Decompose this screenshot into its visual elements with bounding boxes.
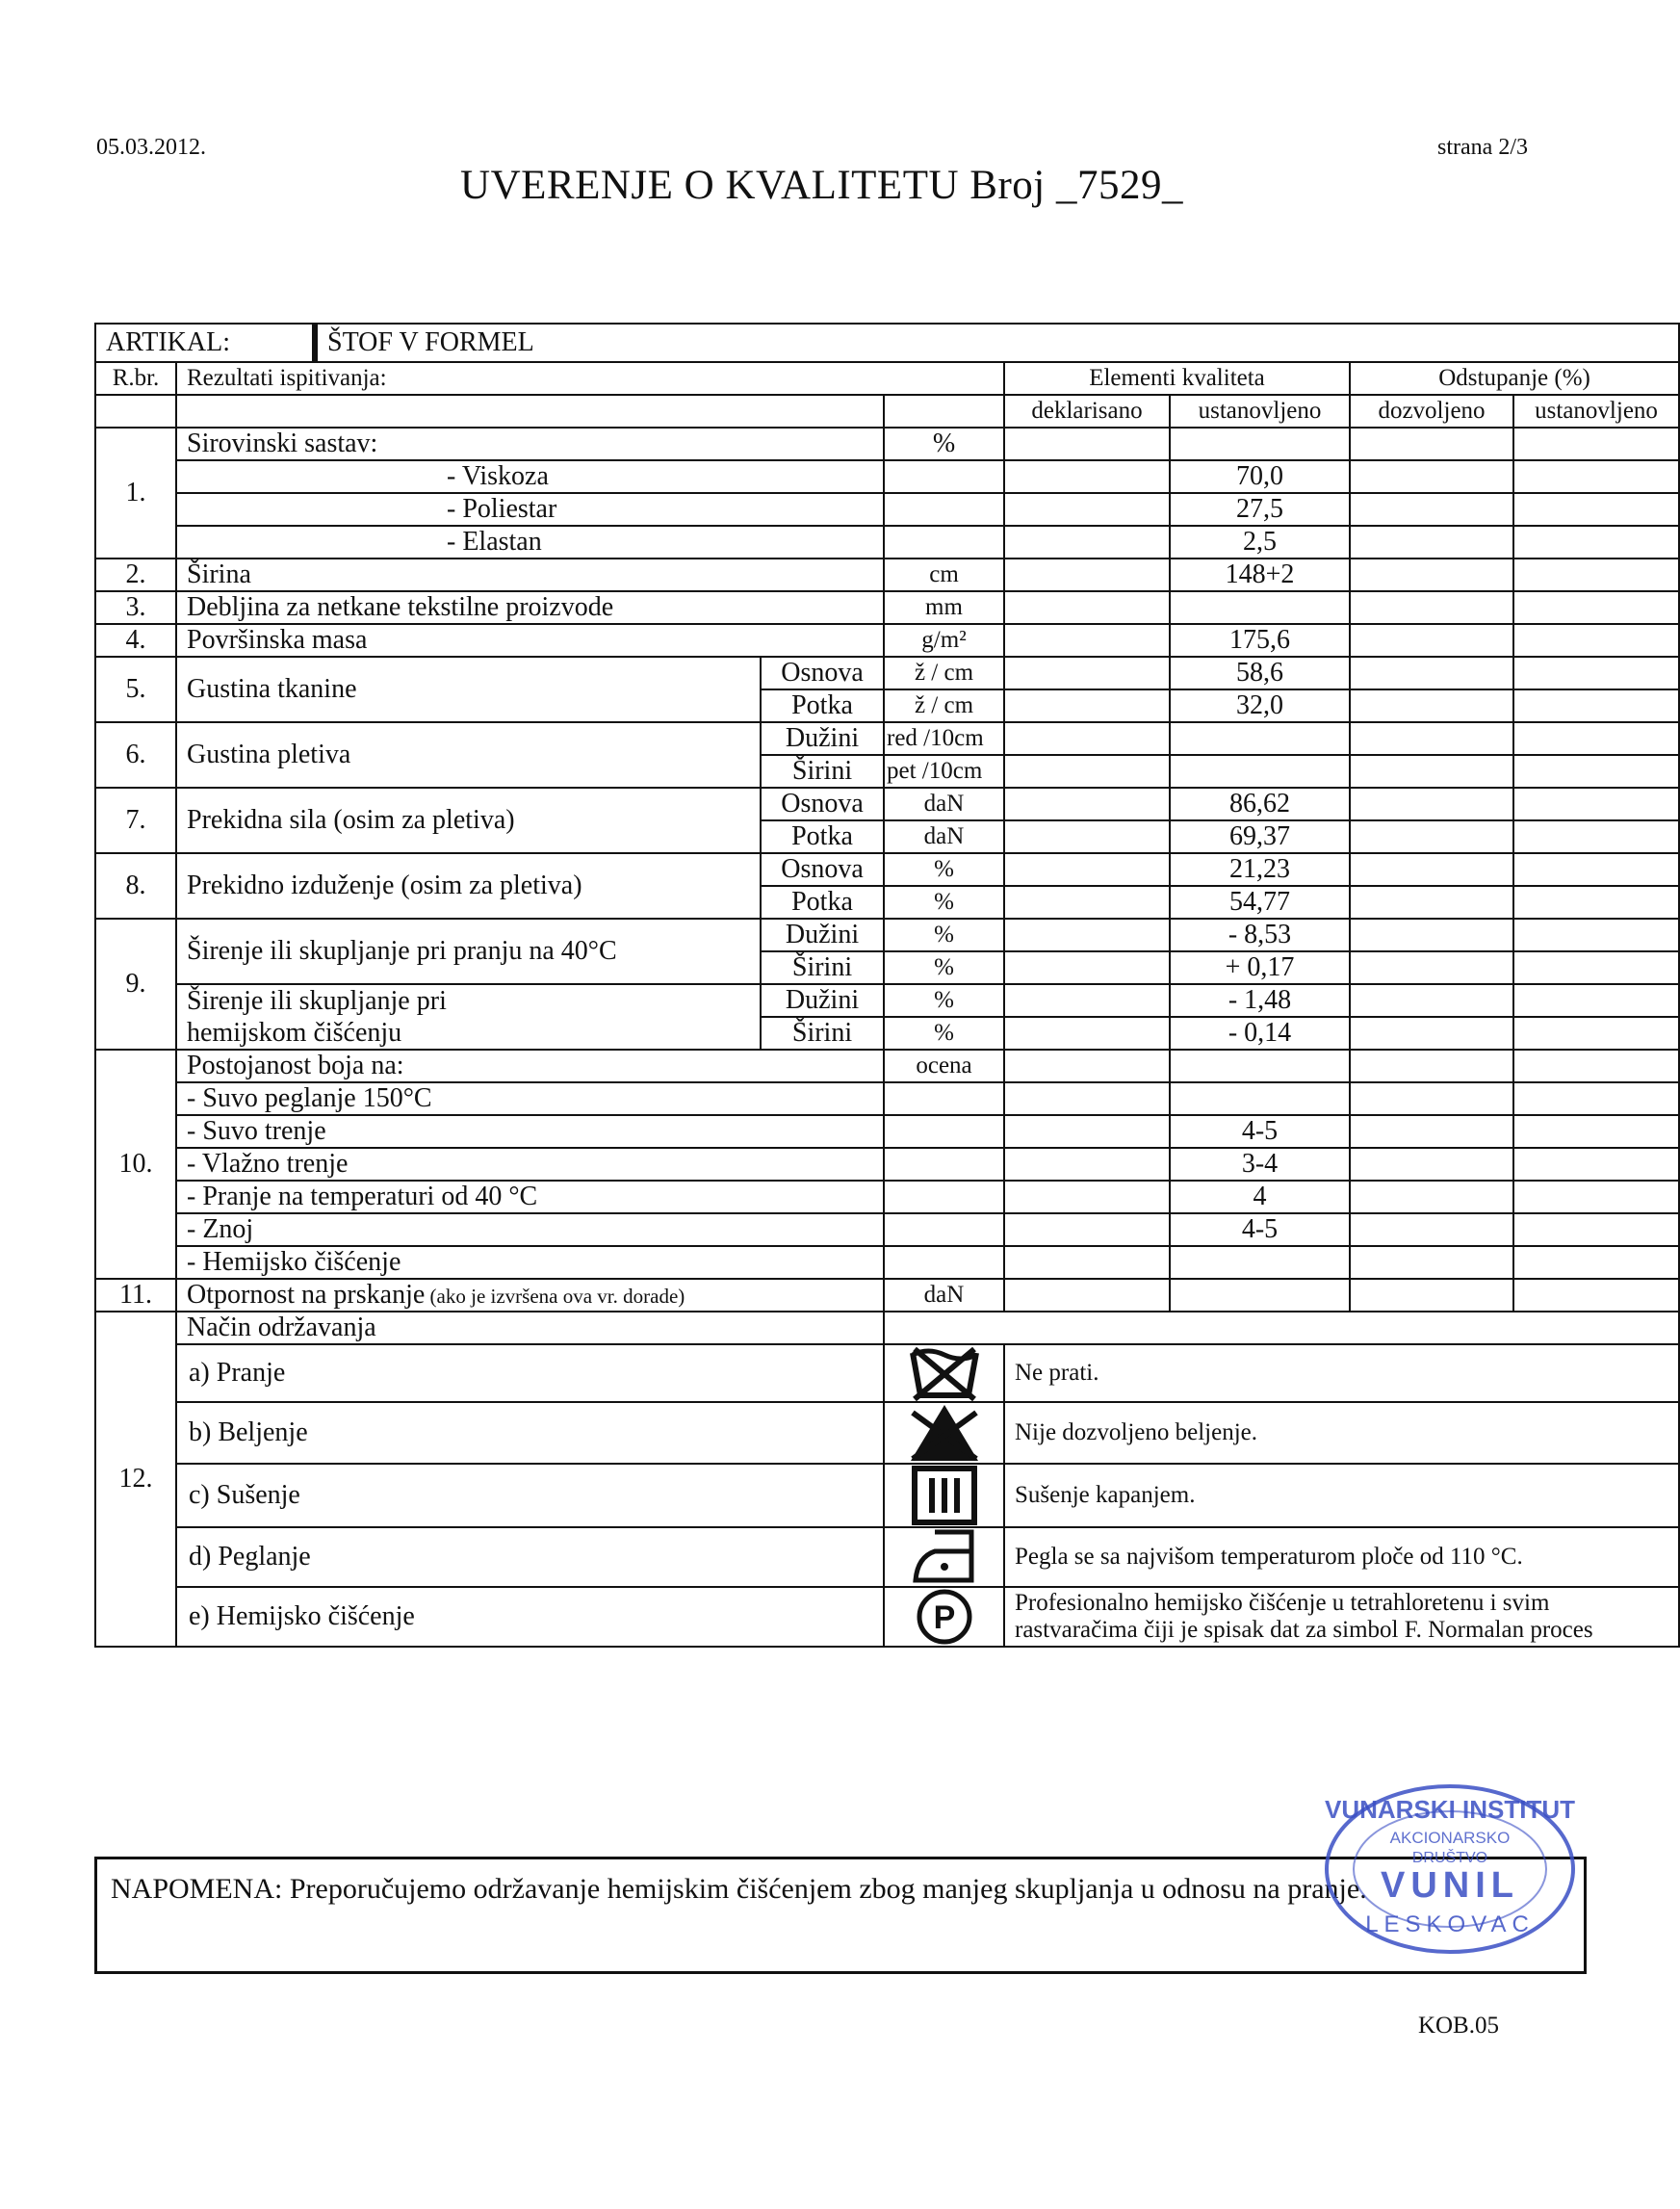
dry-clean-p-icon (916, 1588, 973, 1646)
table-row (95, 722, 1679, 755)
table-row (95, 493, 1679, 526)
material-value: 2,5 (1170, 526, 1350, 559)
row-value: 175,6 (1170, 624, 1350, 657)
sub-direction: Osnova (761, 788, 884, 820)
row-label: Gustina tkanine (176, 657, 761, 722)
table-row (95, 1082, 1679, 1115)
stamp-line2: AKCIONARSKO (1389, 1829, 1511, 1847)
row-unit: daN (884, 820, 1004, 853)
row-value: 3-4 (1170, 1148, 1350, 1181)
table-row (95, 1115, 1679, 1148)
row-unit: ocena (884, 1050, 1004, 1082)
row-number: 11. (95, 1279, 176, 1312)
row-unit: % (884, 886, 1004, 919)
table-row (95, 1279, 1679, 1312)
colorfastness-item: - Vlažno trenje (176, 1148, 884, 1181)
care-instruction: Nije dozvoljeno beljenje. (1004, 1402, 1679, 1464)
row-unit: % (884, 428, 1004, 460)
colorfastness-item: - Znoj (176, 1213, 884, 1246)
row-label: Sirovinski sastav: (176, 428, 884, 460)
page-number: strana 2/3 (1437, 135, 1528, 160)
material-name: - Viskoza (176, 460, 884, 493)
row-value: 4-5 (1170, 1213, 1350, 1246)
sub-deklarisano: deklarisano (1004, 395, 1170, 428)
sub-direction: Osnova (761, 853, 884, 886)
row-unit: cm (884, 559, 1004, 591)
table-row (95, 526, 1679, 559)
artikal-value: ŠTOF V FORMEL (315, 324, 1679, 362)
sub-direction: Potka (761, 689, 884, 722)
colorfastness-item: - Hemijsko čišćenje (176, 1246, 884, 1279)
row-unit: red /10cm (884, 722, 1004, 755)
table-row (95, 428, 1679, 460)
sub-direction: Širini (761, 1017, 884, 1050)
note-text: Preporučujemo održavanje hemijskim čišćenjem zbog manjeg skupljanja u odnosu na pranje. (289, 1873, 1367, 1905)
row-value (1170, 1082, 1350, 1115)
care-row (95, 1402, 1679, 1464)
colorfastness-item: - Suvo peglanje 150°C (176, 1082, 884, 1115)
row-label: Debljina za netkane tekstilne proizvode (176, 591, 884, 624)
document-date: 05.03.2012. (96, 135, 206, 160)
row-value: - 0,14 (1170, 1017, 1350, 1050)
row-label: hemijskom čišćenju (176, 1017, 761, 1050)
row-number: 4. (95, 624, 176, 657)
table-row (95, 460, 1679, 493)
sub-direction: Dužini (761, 722, 884, 755)
sub-ustanovljeno-odst: ustanovljeno (1513, 395, 1679, 428)
row-label: Postojanost boja na: (176, 1050, 884, 1082)
row-label: Otpornost na prskanje (187, 1279, 426, 1310)
row-value: 58,6 (1170, 657, 1350, 689)
row-number: 1. (95, 428, 176, 559)
row-label: Širina (176, 559, 884, 591)
sub-ustanovljeno: ustanovljeno (1170, 395, 1350, 428)
care-instruction: Pegla se sa najvišom temperaturom ploče od 110 °C. (1004, 1527, 1679, 1587)
row-label: Način održavanja (176, 1312, 884, 1344)
row-label: Širenje ili skupljanje pri pranju na 40°C (176, 919, 761, 984)
row-number: 9. (95, 919, 176, 1050)
quality-table (94, 323, 1680, 1648)
table-row (95, 984, 1679, 1017)
row-number: 8. (95, 853, 176, 919)
care-instruction: Sušenje kapanjem. (1004, 1464, 1679, 1527)
row-value: 86,62 (1170, 788, 1350, 820)
table-row (95, 624, 1679, 657)
row-value: 4-5 (1170, 1115, 1350, 1148)
col-rbr: R.br. (95, 362, 176, 395)
care-label: e) Hemijsko čišćenje (176, 1587, 884, 1647)
row-label: Širenje ili skupljanje pri (176, 984, 761, 1017)
sub-direction: Potka (761, 820, 884, 853)
table-row (95, 1017, 1679, 1050)
institute-stamp (1321, 1780, 1579, 1959)
row-number: 7. (95, 788, 176, 853)
row-unit: % (884, 1017, 1004, 1050)
care-label: a) Pranje (176, 1344, 884, 1402)
row-value: 148+2 (1170, 559, 1350, 591)
sub-direction: Dužini (761, 984, 884, 1017)
row-number: 3. (95, 591, 176, 624)
stamp-line5: LESKOVAC (1365, 1911, 1535, 1937)
row-label: Gustina pletiva (176, 722, 761, 788)
sub-direction: Širini (761, 755, 884, 788)
material-name: - Elastan (176, 526, 884, 559)
stamp-line4: VUNIL (1381, 1865, 1519, 1906)
row-value: 69,37 (1170, 820, 1350, 853)
table-row (95, 591, 1679, 624)
row-number: 5. (95, 657, 176, 722)
table-row (95, 657, 1679, 689)
artikal-row (95, 324, 1679, 362)
document-title: UVERENJE O KVALITETU Broj _7529_ (460, 163, 1183, 208)
care-instruction: Ne prati. (1004, 1344, 1679, 1402)
row-unit: g/m² (884, 624, 1004, 657)
care-label: d) Peglanje (176, 1527, 884, 1587)
row-value: 32,0 (1170, 689, 1350, 722)
form-code: KOB.05 (1417, 2013, 1499, 2039)
care-label: c) Sušenje (176, 1464, 884, 1527)
stamp-line3: DRUŠTVO (1411, 1850, 1488, 1866)
sub-direction: Dužini (761, 919, 884, 951)
colorfastness-item: - Suvo trenje (176, 1115, 884, 1148)
row-label: Prekidna sila (osim za pletiva) (176, 788, 761, 853)
row-unit: % (884, 951, 1004, 984)
care-row (95, 1527, 1679, 1587)
row-number: 12. (95, 1312, 176, 1647)
table-row (95, 1148, 1679, 1181)
material-value: 27,5 (1170, 493, 1350, 526)
care-row (95, 1344, 1679, 1402)
row-value: - 1,48 (1170, 984, 1350, 1017)
col-odstupanje: Odstupanje (%) (1350, 362, 1679, 395)
drip-dry-icon (911, 1465, 978, 1526)
row-value (1170, 1246, 1350, 1279)
table-row (95, 1213, 1679, 1246)
row-value: 54,77 (1170, 886, 1350, 919)
row-label-note: (ako je izvršena ova vr. dorade) (425, 1284, 685, 1308)
care-instruction-continued: rastvaračima čiji je spisak dat za simbol F. Normalan proces (1015, 1617, 1593, 1643)
subheader-row (95, 395, 1679, 428)
row-unit: daN (884, 788, 1004, 820)
sub-direction: Osnova (761, 657, 884, 689)
table-row (95, 559, 1679, 591)
row-value: + 0,17 (1170, 951, 1350, 984)
no-wash-icon (909, 1345, 980, 1401)
table-row (95, 1312, 1679, 1344)
row-number: 2. (95, 559, 176, 591)
material-name: - Poliestar (176, 493, 884, 526)
row-unit: ž / cm (884, 689, 1004, 722)
row-unit: % (884, 984, 1004, 1017)
care-row (95, 1464, 1679, 1527)
table-row (95, 919, 1679, 951)
stamp-line1: VUNARSKI INSTITUT (1325, 1795, 1575, 1824)
colorfastness-item: - Pranje na temperaturi od 40 °C (176, 1181, 884, 1213)
artikal-label: ARTIKAL: (95, 324, 315, 362)
care-instruction: Profesionalno hemijsko čišćenje u tetrahloretenu i svim (1015, 1590, 1550, 1616)
sub-dozvoljeno: dozvoljeno (1350, 395, 1513, 428)
row-value: 21,23 (1170, 853, 1350, 886)
table-row (95, 853, 1679, 886)
note-label: NAPOMENA: (111, 1873, 283, 1905)
row-unit: % (884, 853, 1004, 886)
row-unit: mm (884, 591, 1004, 624)
row-unit: % (884, 919, 1004, 951)
row-number: 6. (95, 722, 176, 788)
row-unit: pet /10cm (884, 755, 1004, 788)
row-value: 4 (1170, 1181, 1350, 1213)
sub-direction: Potka (761, 886, 884, 919)
col-elementi: Elementi kvaliteta (1004, 362, 1350, 395)
iron-icon (910, 1528, 979, 1586)
row-value: - 8,53 (1170, 919, 1350, 951)
col-rezultati: Rezultati ispitivanja: (176, 362, 1004, 395)
table-row (95, 1246, 1679, 1279)
row-unit: ž / cm (884, 657, 1004, 689)
care-label: b) Beljenje (176, 1402, 884, 1464)
row-unit: daN (884, 1279, 1004, 1312)
material-value: 70,0 (1170, 460, 1350, 493)
table-row (95, 1181, 1679, 1213)
care-row (95, 1587, 1679, 1647)
table-row (95, 788, 1679, 820)
no-bleach-icon (909, 1403, 980, 1463)
row-number: 10. (95, 1050, 176, 1279)
table-row (95, 1050, 1679, 1082)
header-row (95, 362, 1679, 395)
row-label: Površinska masa (176, 624, 884, 657)
svg-text:P: P (933, 1599, 955, 1636)
sub-direction: Širini (761, 951, 884, 984)
row-label: Prekidno izduženje (osim za pletiva) (176, 853, 761, 919)
